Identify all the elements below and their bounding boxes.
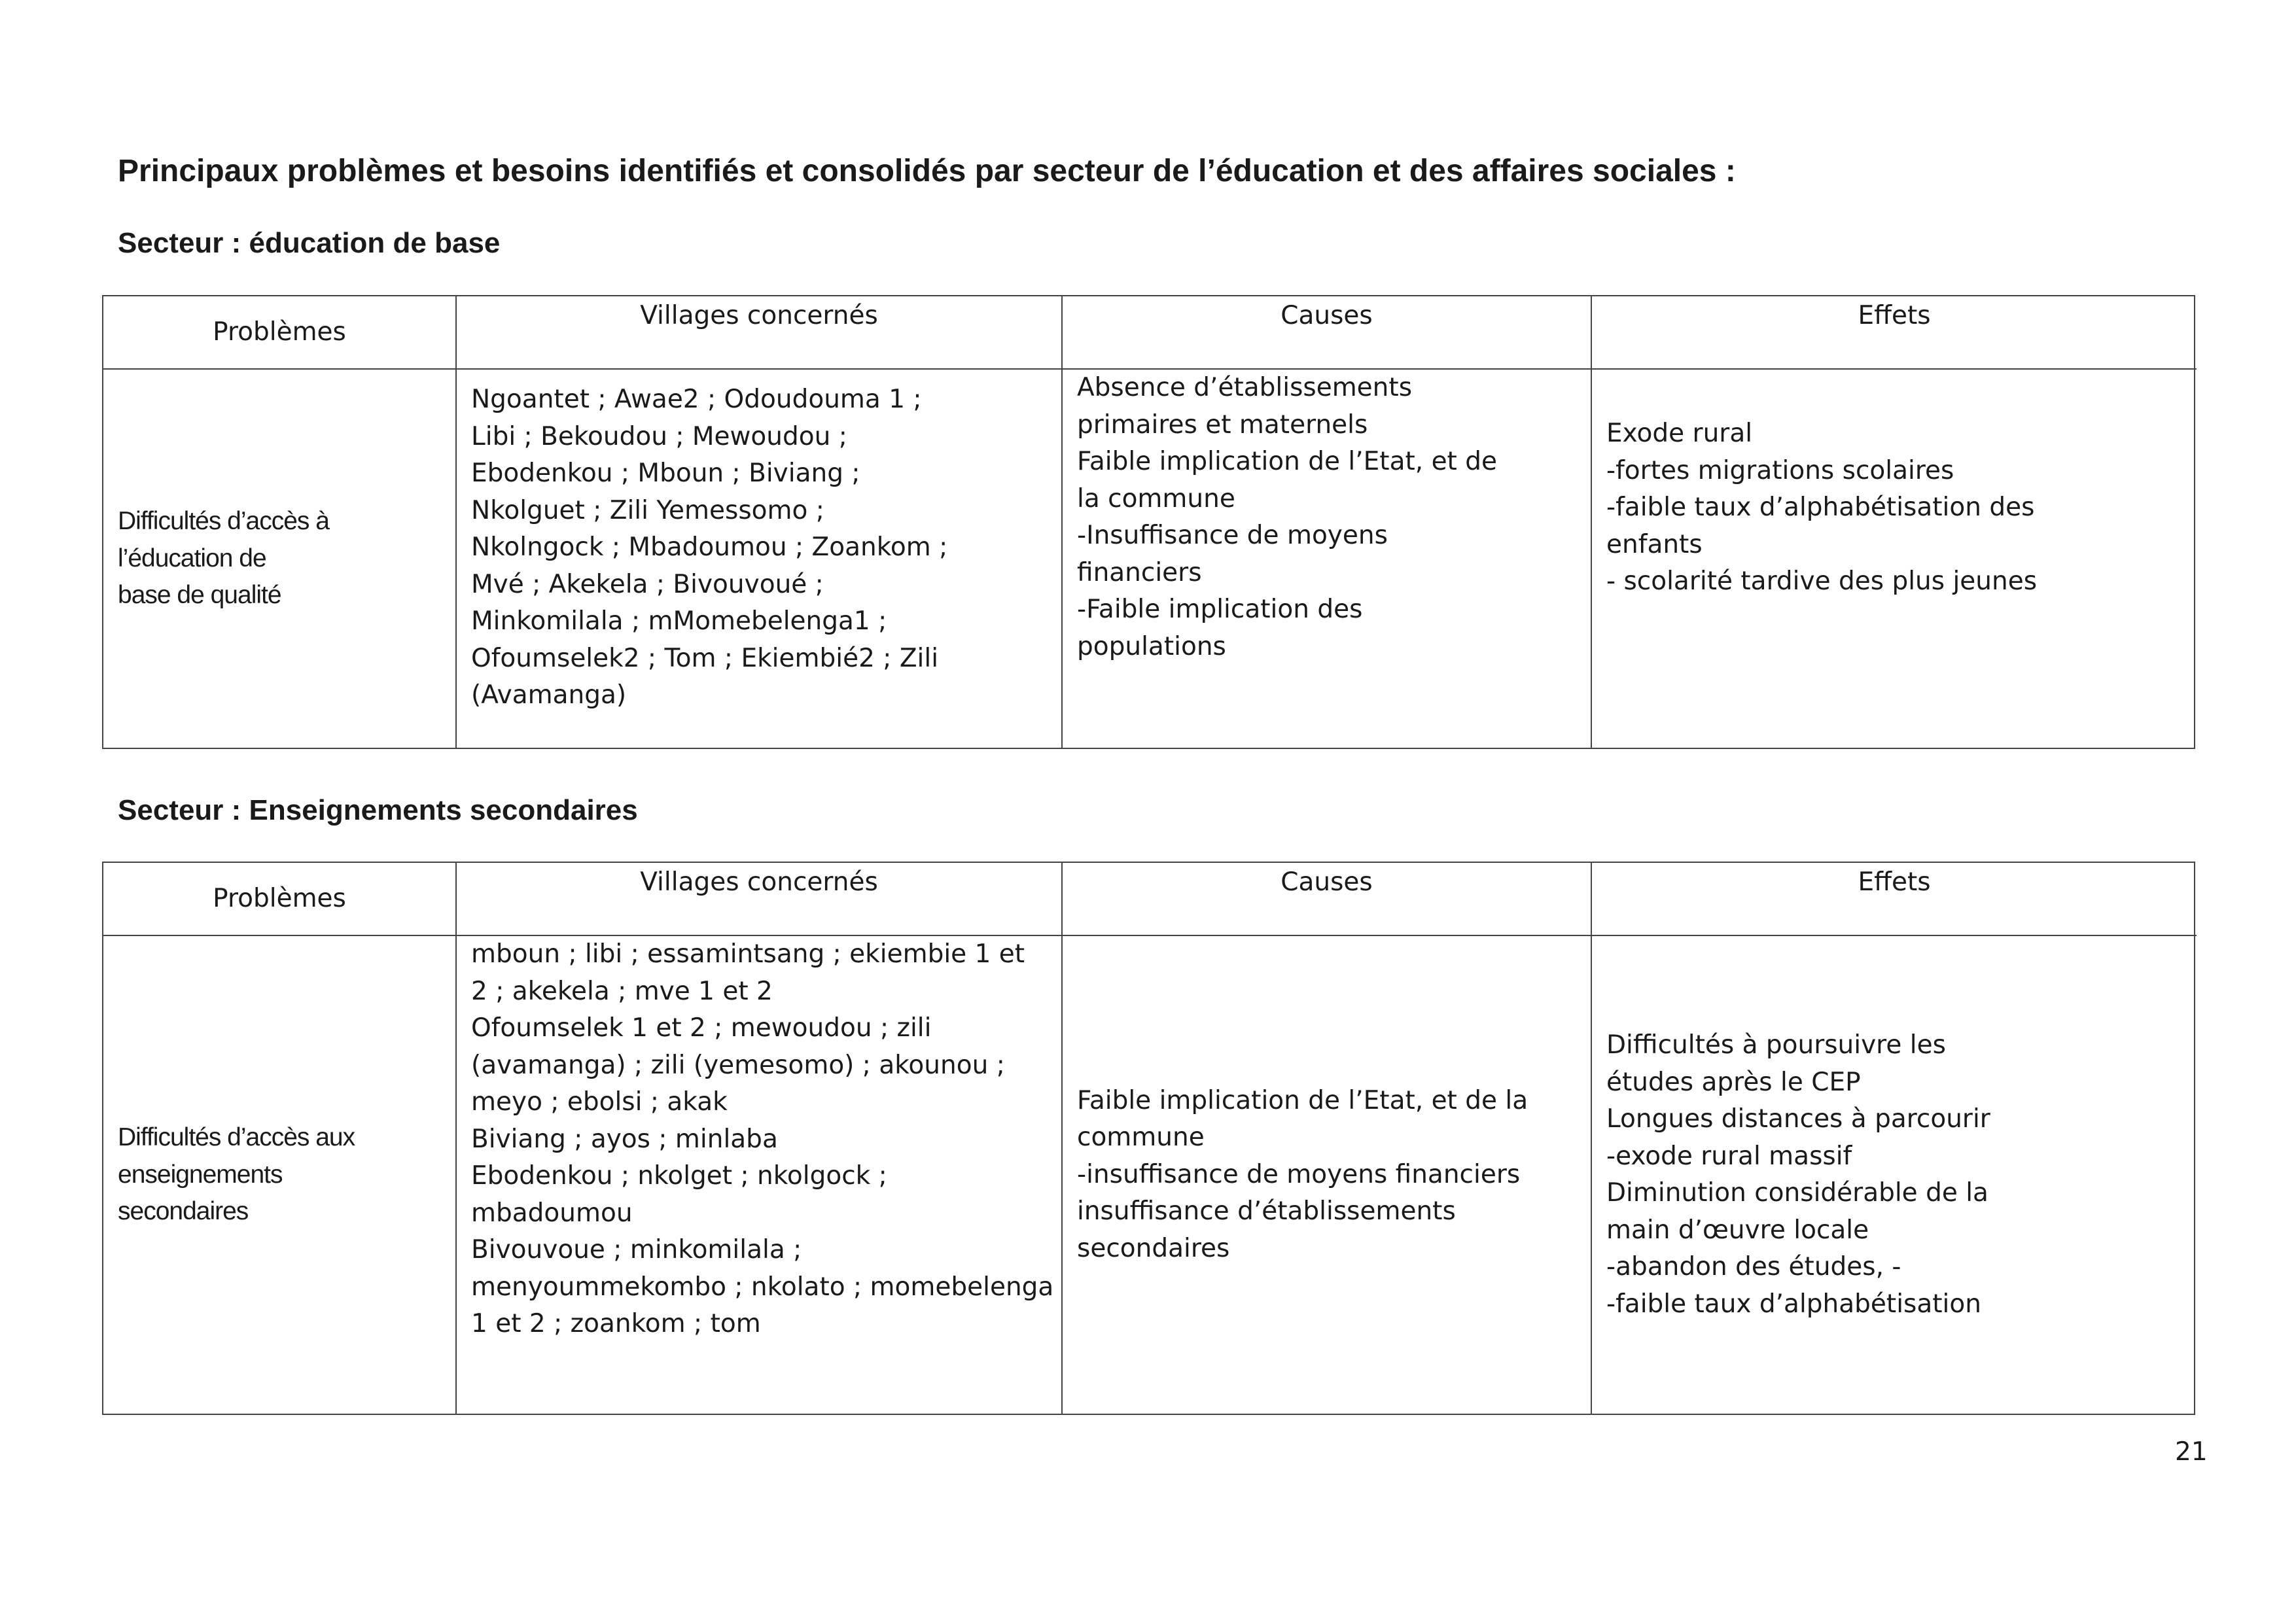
text-line: Minkomilala ; mMomebelenga1 ; — [471, 606, 887, 636]
header-effects: Effets — [1591, 863, 2197, 935]
page-number: 21 — [2175, 1437, 2208, 1467]
text-line: 2 ; akekela ; mve 1 et 2 — [471, 976, 773, 1006]
text-line: Ebodenkou ; Mboun ; Biviang ; — [471, 459, 860, 488]
header-problems: Problèmes — [213, 883, 346, 913]
header-causes: Causes — [1061, 863, 1591, 935]
text-line: Ofoumselek2 ; Tom ; Ekiembié2 ; Zili — [471, 643, 939, 673]
text-line: Difficultés d’accès aux — [118, 1123, 355, 1152]
header-causes: Causes — [1061, 296, 1591, 368]
text-line: Longues distances à parcourir — [1606, 1104, 1990, 1134]
text-line: financiers — [1077, 557, 1202, 587]
sector-title-education-base: Secteur : éducation de base — [118, 227, 501, 259]
text-line: -faible taux d’alphabétisation des — [1606, 493, 2035, 522]
text-line: Difficultés d’accès à — [118, 507, 329, 536]
text-line: Ngoantet ; Awae2 ; Odoudouma 1 ; — [471, 385, 922, 414]
text-line: Difficultés à poursuivre les — [1606, 1030, 1946, 1060]
text-line: Nkolguet ; Zili Yemessomo ; — [471, 495, 824, 525]
text-line: (avamanga) ; zili (yemesomo) ; akounou ; — [471, 1050, 1005, 1080]
table-education-base — [102, 295, 2195, 749]
text-line: Biviang ; ayos ; minlaba — [471, 1124, 778, 1154]
text-line: populations — [1077, 631, 1226, 661]
text-line: Diminution considérable de la — [1606, 1178, 1988, 1208]
effects-cell — [1591, 368, 2197, 748]
text-line: -Insuffisance de moyens — [1077, 521, 1388, 550]
text-line: la commune — [1077, 483, 1235, 514]
text-line: base de qualité — [118, 581, 281, 610]
villages-cell — [455, 935, 1061, 1414]
text-line: études après le CEP — [1606, 1067, 1861, 1097]
text-line: Ofoumselek 1 et 2 ; mewoudou ; zili — [471, 1013, 932, 1043]
text-line: Ebodenkou ; nkolget ; nkolgock ; — [471, 1161, 887, 1191]
text-line: insuffisance d’établissements — [1077, 1196, 1456, 1227]
text-line: secondaires — [118, 1197, 249, 1226]
text-line: enseignements — [118, 1160, 283, 1189]
text-line: Libi ; Bekoudou ; Mewoudou ; — [471, 421, 847, 451]
text-line: -fortes migrations scolaires — [1606, 455, 1954, 485]
text-line: l’éducation de — [118, 544, 266, 572]
text-line: -insuffisance de moyens financiers — [1077, 1159, 1521, 1189]
text-line: enfants — [1606, 529, 1703, 559]
villages-cell — [455, 368, 1061, 748]
text-line: 1 et 2 ; zoankom ; tom — [471, 1309, 761, 1338]
text-line: main d’œuvre locale — [1606, 1215, 1869, 1245]
text-line: mboun ; libi ; essamintsang ; ekiembie 1 et — [471, 939, 1025, 969]
text-line: -exode rural massif — [1606, 1141, 1852, 1171]
text-line: Absence d’établissements — [1077, 373, 1413, 402]
text-line: Nkolngock ; Mbadoumou ; Zoankom ; — [471, 532, 948, 562]
page-title: Principaux problèmes et besoins identifiés et consolidés par secteur de l’éducation et des affaires sociales : — [118, 154, 1736, 188]
table-enseignements-secondaires — [102, 862, 2195, 1415]
text-line: mbadoumou — [471, 1198, 633, 1228]
header-villages: Villages concernés — [455, 296, 1061, 368]
text-line: Faible implication de l’Etat, et de — [1077, 447, 1497, 476]
text-line: secondaires — [1077, 1233, 1230, 1263]
effects-cell — [1591, 935, 2197, 1414]
causes-cell — [1061, 368, 1591, 748]
text-line: menyoummekombo ; nkolato ; momebelenga — [471, 1272, 1054, 1302]
sector-title-enseignements-secondaires: Secteur : Enseignements secondaires — [118, 794, 638, 826]
text-line: Bivouvoue ; minkomilala ; — [471, 1235, 802, 1265]
header-villages: Villages concernés — [455, 863, 1061, 935]
header-problems: Problèmes — [213, 317, 346, 347]
text-line: Exode rural — [1606, 419, 1753, 448]
text-line: Mvé ; Akekela ; Bivouvoué ; — [471, 569, 824, 599]
problem-cell — [103, 935, 455, 1414]
text-line: -abandon des études, - — [1606, 1252, 1901, 1282]
text-line: -faible taux d’alphabétisation — [1606, 1289, 1981, 1319]
text-line: (Avamanga) — [471, 680, 627, 710]
text-line: primaires et maternels — [1077, 410, 1368, 440]
text-line: Faible implication de l’Etat, et de la — [1077, 1085, 1528, 1115]
problem-cell — [103, 368, 455, 748]
text-line: -Faible implication des — [1077, 595, 1363, 624]
text-line: commune — [1077, 1123, 1205, 1153]
text-line: meyo ; ebolsi ; akak — [471, 1087, 728, 1117]
text-line: - scolarité tardive des plus jeunes — [1606, 567, 2038, 596]
causes-cell — [1061, 935, 1591, 1414]
header-effects: Effets — [1591, 296, 2197, 368]
